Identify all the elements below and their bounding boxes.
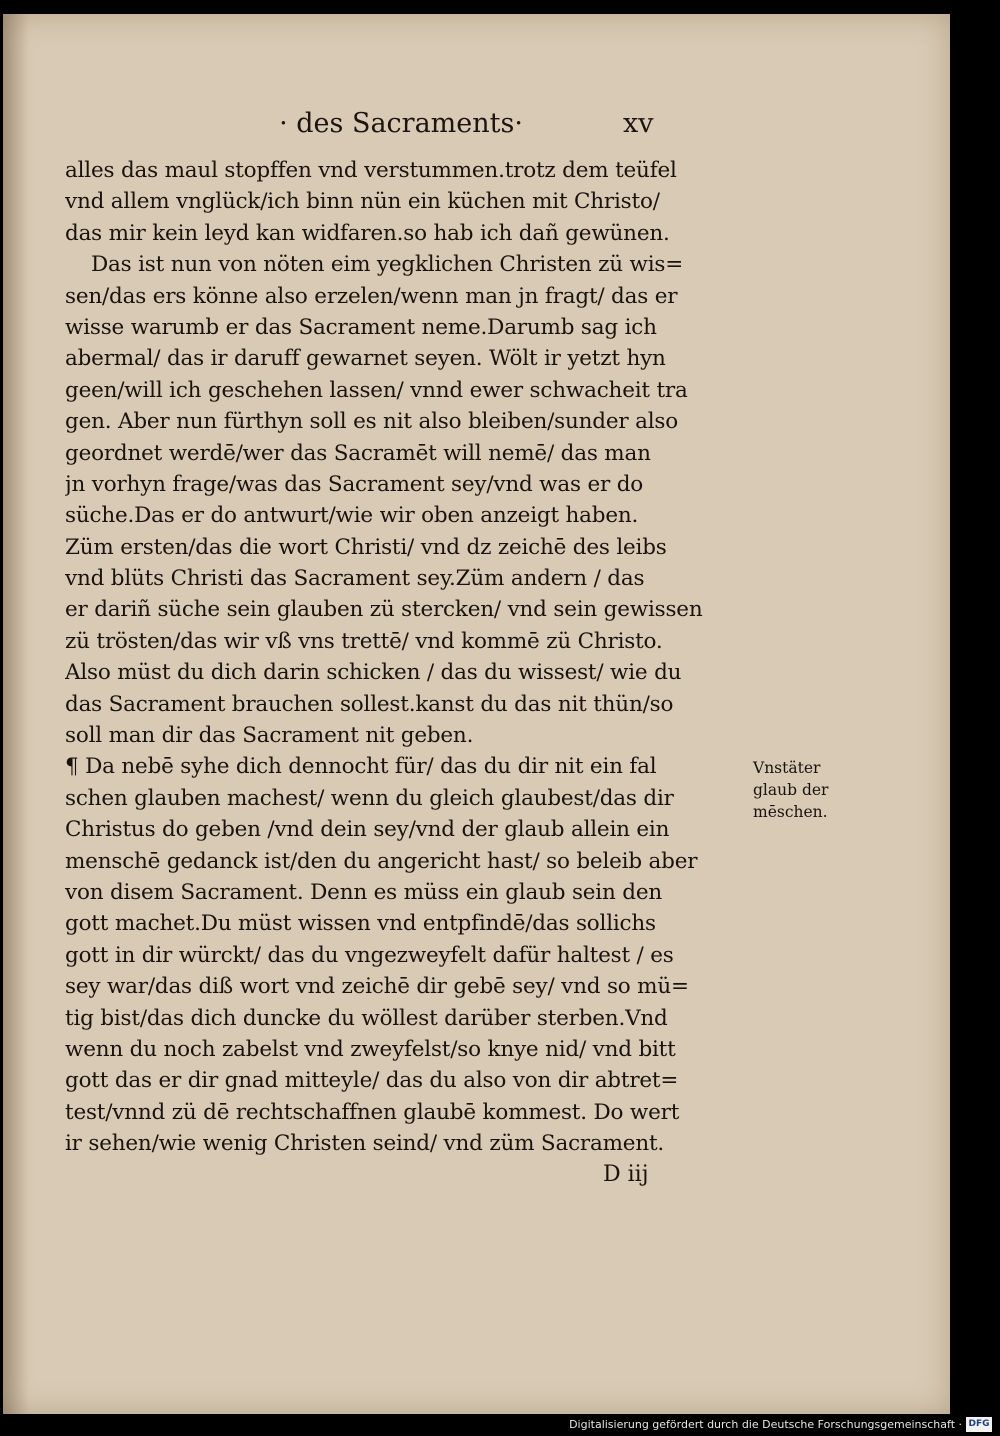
text-line: Das ist nun von nöten eim yegklichen Christen zü wis= — [91, 252, 684, 278]
text-line: süche.Das er do antwurt/wie wir oben anzeigt haben. — [65, 503, 639, 529]
text-line: gott in dir würckt/ das du vngezweyfelt dafür haltest / es — [65, 942, 674, 968]
text-line: jn vorhyn frage/was das Sacrament sey/vnd was er do — [65, 471, 643, 497]
text-line: er dariñ süche sein glauben zü stercken/ vnd sein gewissen — [65, 597, 703, 623]
text-line: Also müst du dich darin schicken / das du wissest/ wie du — [65, 660, 682, 686]
footer-bar — [0, 1414, 1000, 1436]
text-line: das Sacrament brauchen sollest.kanst du das nit thün/so — [65, 691, 674, 717]
text-line: vnd allem vnglück/ich binn nün ein küchen mit Christo/ — [65, 189, 660, 215]
marginal-note-line: Vnstäter — [753, 759, 821, 777]
text-line: menschē gedanck ist/den du angericht hast/ so beleib aber — [65, 848, 698, 874]
marginal-note — [753, 757, 853, 823]
text-line: zü trösten/das wir vß vns trettē/ vnd kommē zü Christo. — [65, 628, 663, 654]
text-line: geordnet werdē/wer das Sacramēt will nemē/ das man — [65, 440, 651, 466]
folio-number: xv — [623, 108, 654, 139]
text-line: tig bist/das dich duncke du wöllest darüber sterben.Vnd — [65, 1005, 668, 1031]
text-line: sen/das ers könne also erzelen/wenn man jn fragt/ das er — [65, 283, 678, 309]
text-line: ¶ Da nebē syhe dich dennocht für/ das du dir nit ein fal — [65, 754, 657, 780]
dfg-logo-icon: DFG — [966, 1417, 992, 1432]
funding-credit: Digitalisierung gefördert durch die Deutsche Forschungsgemeinschaft · — [569, 1418, 962, 1431]
body-text — [65, 155, 765, 1160]
text-line: soll man dir das Sacrament nit geben. — [65, 723, 474, 749]
text-line: gott machet.Du müst wissen vnd entpfindē/das sollichs — [65, 911, 656, 937]
text-line: das mir kein leyd kan widfaren.so hab ich dañ gewünen. — [65, 220, 670, 246]
marginal-note-line: mēschen. — [753, 803, 828, 821]
marginal-note-line: glaub der — [753, 781, 829, 799]
text-line: sey war/das diß wort vnd zeichē dir gebē sey/ vnd so mü= — [65, 974, 689, 1000]
signature-mark: D iij — [603, 1162, 649, 1187]
text-line: ir sehen/wie wenig Christen seind/ vnd züm Sacrament. — [65, 1131, 665, 1157]
text-line: test/vnnd zü dē rechtschaffnen glaubē kommest. Do wert — [65, 1099, 680, 1125]
text-line: gott das er dir gnad mitteyle/ das du also von dir abtret= — [65, 1068, 679, 1094]
text-line: abermal/ das ir daruff gewarnet seyen. Wölt ir yetzt hyn — [65, 346, 666, 372]
text-line: vnd blüts Christi das Sacrament sey.Züm andern / das — [65, 566, 645, 592]
text-line: von disem Sacrament. Denn es müss ein glaub sein den — [65, 879, 662, 905]
running-head-title: · des Sacraments· — [279, 108, 523, 139]
text-line: alles das maul stopffen vnd verstummen.trotz dem teüfel — [65, 158, 677, 183]
text-line: schen glauben machest/ wenn du gleich glaubest/das dir — [65, 785, 674, 811]
book-page — [3, 14, 950, 1414]
text-line: Züm ersten/das die wort Christi/ vnd dz zeichē des leibs — [65, 534, 667, 560]
text-line: wenn du noch zabelst vnd zweyfelst/so knye nid/ vnd bitt — [65, 1036, 676, 1062]
text-line: geen/will ich geschehen lassen/ vnnd ewer schwacheit tra — [65, 377, 688, 403]
text-line: gen. Aber nun fürthyn soll es nit also bleiben/sunder also — [65, 409, 678, 435]
text-line: Christus do geben /vnd dein sey/vnd der glaub allein ein — [65, 817, 670, 843]
text-line: wisse warumb er das Sacrament neme.Darumb sag ich — [65, 314, 657, 340]
